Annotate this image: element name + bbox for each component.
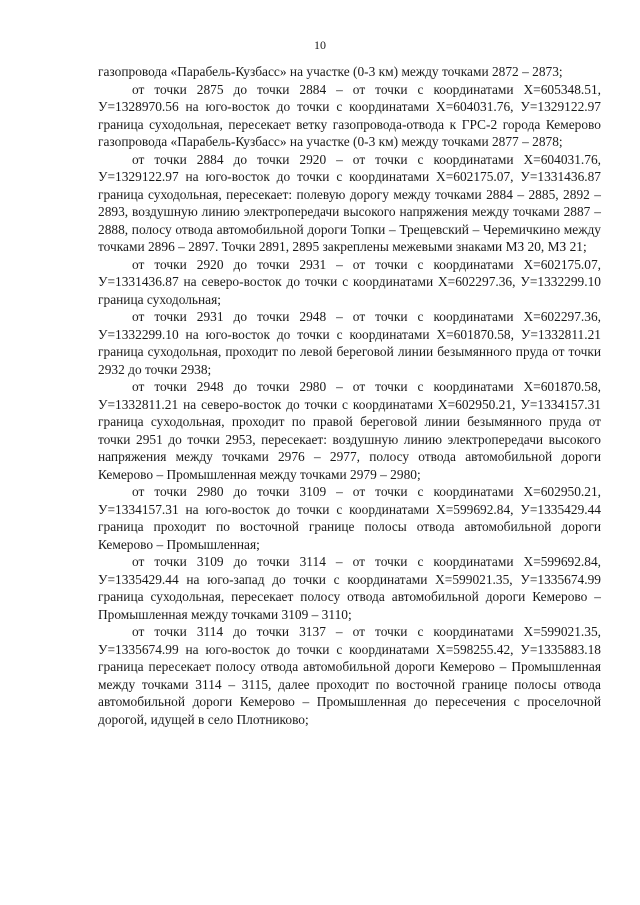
paragraph: от точки 2884 до точки 2920 – от точки с координатами X=604031.76, У=1329122.97 на юго-восток до точки с координатами X=602175.07, У=1331436.87 граница суходольная, пересекает: полевую дорогу между точками 2884 – 2885, 2892 – 2893, воздушную линию электропередачи высокого напряжения между точками 2887 – 2888, полосу отвода автомобильной дороги Топки – Трещевский – Черемичкино между точками 2896 – 2897. Точки 2891, 2895 закреплены межевыми знаками МЗ 20, МЗ 21; — [98, 151, 601, 254]
paragraph: от точки 2931 до точки 2948 – от точки с координатами X=602297.36, У=1332299.10 на юго-восток до точки с координатами X=601870.58, У=1332811.21 граница суходольная, проходит по левой береговой линии безымянного пруда от точки 2932 до точки 2938; — [98, 309, 601, 377]
page-number: 10 — [314, 38, 326, 52]
paragraph: от точки 2875 до точки 2884 – от точки с координатами X=605348.51, У=1328970.56 на юго-восток до точки с координатами X=604031.76, У=1329122.97 граница суходольная, пересекает ветку газопровода-отвода к ГРС-2 города Кемерово газопровода «Парабель-Кузбасс» на участке (0-3 км) между точками 2877 – 2878; — [98, 81, 601, 149]
paragraph: от точки 2920 до точки 2931 – от точки с координатами X=602175.07, У=1331436.87 на северо-восток до точки с координатами X=602297.36, У=1332299.10 граница суходольная; — [98, 256, 601, 307]
document-body — [98, 63, 601, 728]
paragraph: от точки 2980 до точки 3109 – от точки с координатами X=602950.21, У=1334157.31 на юго-восток до точки с координатами X=599692.84, У=1335429.44 граница проходит по восточной границе полосы отвода автомобильной дороги Кемерово – Промышленная; — [98, 484, 601, 552]
paragraph: от точки 3114 до точки 3137 – от точки с координатами X=599021.35, У=1335674.99 на юго-восток до точки с координатами X=598255.42, У=1335883.18 граница пересекает полосу отвода автомобильной дороги Кемерово – Промышленная между точками 3114 – 3115, далее проходит по восточной границе полосы отвода автомобильной дороги Кемерово – Промышленная до пересечения с проселочной дорогой, идущей в село Плотниково; — [98, 624, 601, 727]
paragraph: от точки 3109 до точки 3114 – от точки с координатами X=599692.84, У=1335429.44 на юго-запад до точки с координатами X=599021.35, У=1335674.99 граница суходольная, пересекает полосу отвода автомобильной дороги Кемерово – Промышленная между точками 3109 – 3110; — [98, 554, 601, 622]
paragraph: газопровода «Парабель-Кузбасс» на участке (0-3 км) между точками 2872 – 2873; — [98, 64, 563, 79]
paragraph: от точки 2948 до точки 2980 – от точки с координатами X=601870.58, У=1332811.21 на северо-восток до точки с координатами X=602950.21, У=1334157.31 граница суходольная, проходит по правой береговой линии безымянного пруда от точки 2951 до точки 2953, пересекает: воздушную линию электропередачи высокого напряжения между точками 2976 – 2977, полосу отвода автомобильной дороги Кемерово – Промышленная между точками 2979 – 2980; — [98, 379, 601, 482]
